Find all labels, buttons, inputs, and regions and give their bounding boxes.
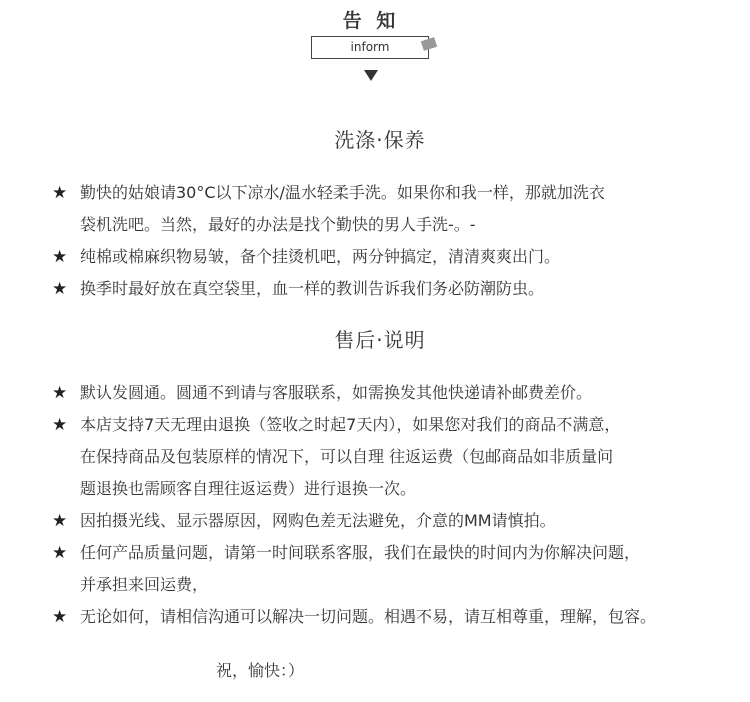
page-title: 告 知 (342, 10, 400, 32)
item-text: 纯棉或棉麻织物易皱，备个挂烫机吧，两分钟搞定，清清爽爽出门。 (80, 247, 561, 266)
item-text: 本店支持7天无理由退换（签收之时起7天内），如果您对我们的商品不满意， (80, 415, 621, 434)
star-icon: ★ (52, 383, 68, 403)
item-text: 无论如何，请相信沟通可以解决一切问题。相遇不易，请互相尊重，理解，包容。 (80, 607, 657, 626)
down-triangle-icon (364, 70, 378, 81)
star-icon: ★ (52, 607, 68, 627)
list-item (52, 601, 742, 633)
list-item (52, 273, 742, 305)
inform-label: inform (311, 36, 429, 59)
list-item (52, 409, 742, 505)
item-text: 任何产品质量问题，请第一时间联系客服，我们在最快的时间内为你解决问题， (80, 543, 641, 562)
star-icon: ★ (52, 247, 68, 267)
care-list (52, 177, 742, 305)
item-text: 换季时最好放在真空袋里，血一样的教训告诉我们务必防潮防虫。 (80, 279, 545, 298)
after-sales-section-title: 售后·说明 (334, 328, 426, 352)
care-section-title: 洗涤·保养 (334, 128, 426, 152)
list-item (52, 241, 742, 273)
star-icon: ★ (52, 511, 68, 531)
item-text: 因拍摄光线、显示器原因，网购色差无法避免，介意的MM请慎拍。 (80, 511, 556, 530)
item-text: 题退换也需顾客自理往返运费）进行退换一次。 (80, 479, 417, 498)
star-icon: ★ (52, 415, 68, 435)
closing-greeting: 祝，愉快：） (216, 661, 305, 680)
list-item (52, 377, 742, 409)
list-item (52, 505, 742, 537)
item-text: 默认发圆通。圆通不到请与客服联系，如需换发其他快递请补邮费差价。 (80, 383, 593, 402)
item-text: 并承担来回运费， (80, 575, 209, 594)
star-icon: ★ (52, 543, 68, 563)
item-text: 在保持商品及包装原样的情况下，可以自理 往返运费（包邮商品如非质量问 (80, 447, 614, 466)
after-sales-list (52, 377, 742, 633)
item-text: 袋机洗吧。当然，最好的办法是找个勤快的男人手洗-。- (80, 215, 476, 234)
star-icon: ★ (52, 183, 68, 203)
list-item (52, 537, 742, 601)
star-icon: ★ (52, 279, 68, 299)
list-item (52, 177, 742, 241)
item-text: 勤快的姑娘请30°C以下凉水/温水轻柔手洗。如果你和我一样，那就加洗衣 (80, 183, 605, 202)
